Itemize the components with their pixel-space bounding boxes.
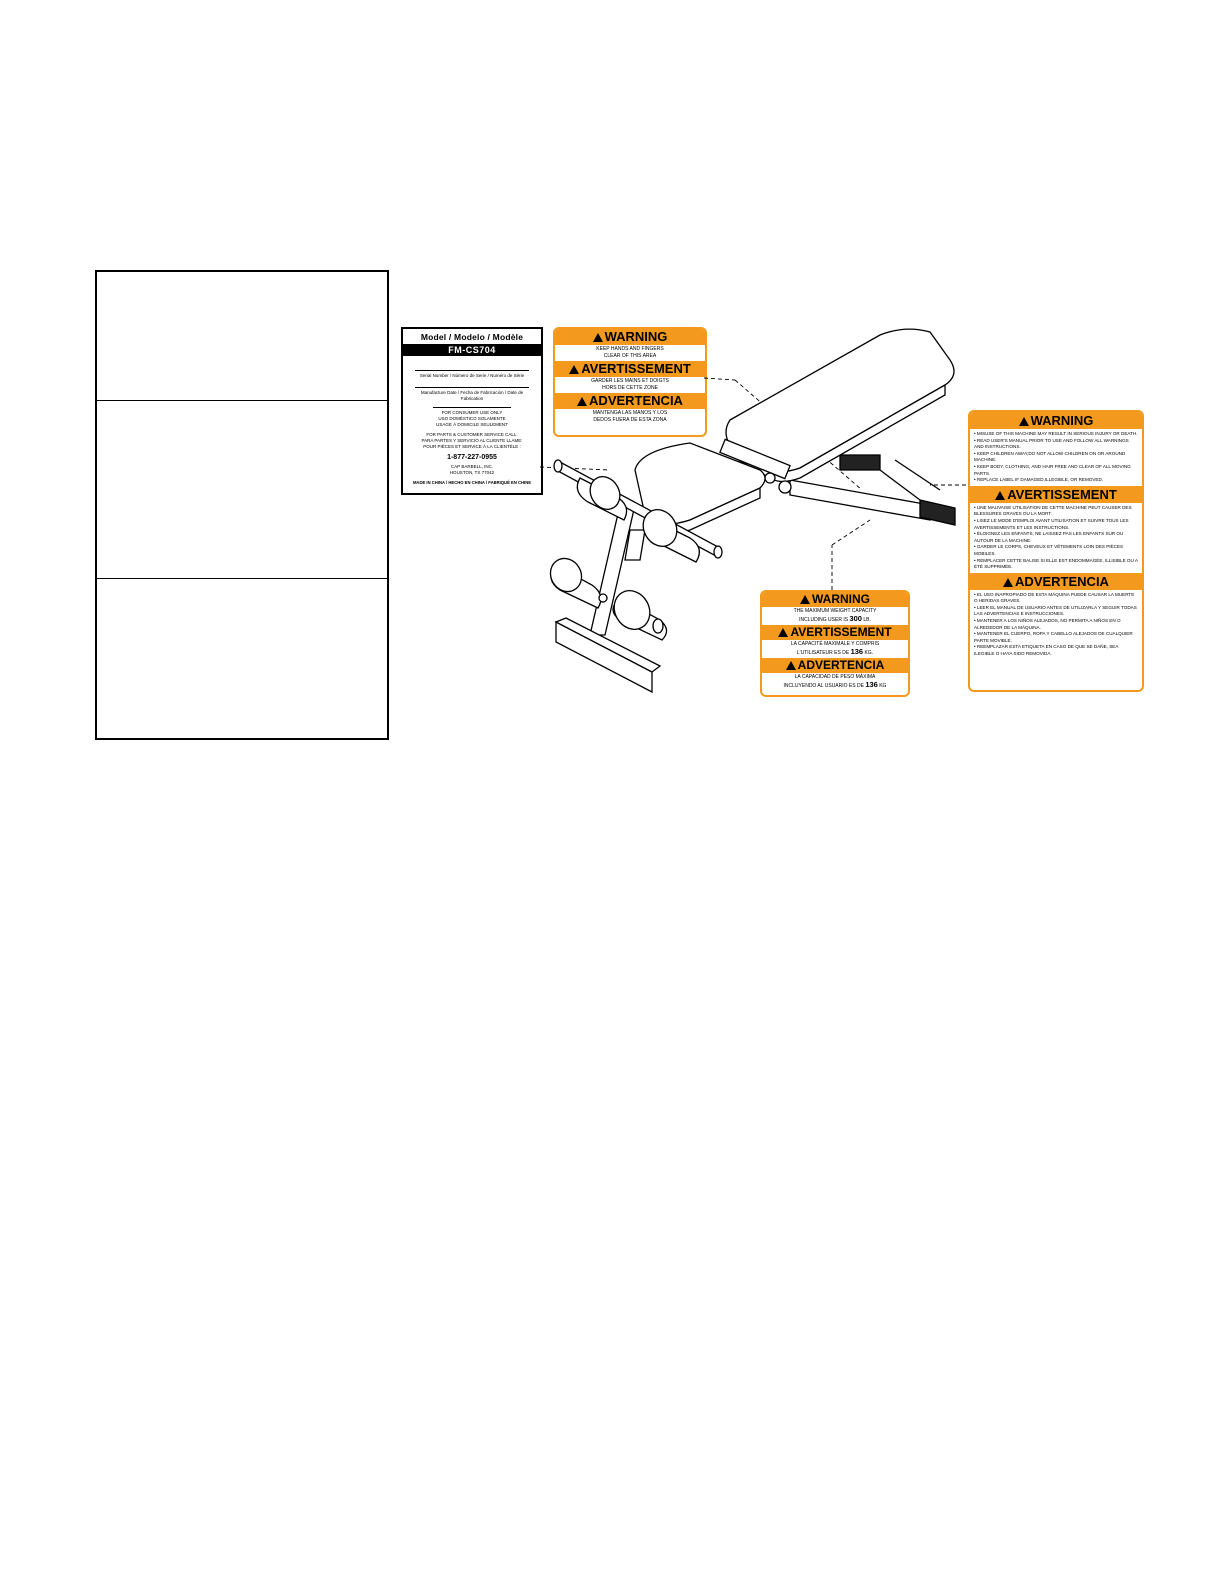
general-fr-item: • LISEZ LE MODE D'EMPLOI AVANT UTILISATION ET SUIVRE TOUS LES AVERTISSEMENTS ET LES INSTRUCTIONS. <box>974 517 1129 530</box>
hands-en-line-1: KEEP HANDS AND FINGERS <box>596 346 664 352</box>
table-divider <box>97 400 387 401</box>
consumer-line-1: FOR CONSUMER USE ONLY <box>441 410 503 415</box>
leader-line <box>832 520 870 545</box>
divider-line <box>433 407 511 408</box>
hands-fr-line-1: GARDER LES MAINS ET DOIGTS <box>591 378 669 384</box>
general-fr-item: • GARDER LE CORPS, CHEVEUX ET VÊTEMENTS LOIN DES PIÈCES MOBILES. <box>974 544 1124 556</box>
roller-pin <box>599 594 607 602</box>
general-en-item: • MISUSE OF THIS MACHINE MAY RESULT IN SERIOUS INJURY OR DEATH. <box>974 431 1138 436</box>
general-fr-item: • REMPLACER CETTE BALISE SI ELLE EST ENDOMMAGÉE, ILLISIBLE OU A ÉTÉ SUPPRIMÉE. <box>974 557 1138 570</box>
capacity-lb-unit: LB. <box>863 617 871 623</box>
general-en-item: • KEEP BODY, CLOTHING, AND HAIR FREE AND CLEAR OF ALL MOVING PARTS. <box>974 463 1131 476</box>
general-en-item: • REPLACE LABEL IF DAMAGED,ILLEGIBLE, OR REMOVED. <box>974 477 1104 483</box>
warning-triangle-icon <box>1003 578 1013 587</box>
general-es-item: • LEER EL MANUAL DE USUARIO ANTES DE UTILIZARLA Y SEGUIR TODAS LAS ADVERTENCIAS E INSTRUCCIONES. <box>974 604 1137 617</box>
warning-title: WARNING <box>812 592 870 606</box>
service-line-1: FOR PARTS & CUSTOMER SERVICE CALL: <box>426 432 518 437</box>
warning-band <box>970 412 1142 429</box>
warning-triangle-icon <box>995 491 1005 500</box>
date-line <box>415 387 529 388</box>
capacity-en-lead: INCLUDING USER IS <box>799 617 849 623</box>
general-fr-item: • ÉLOIGNEZ LES ENFANTS, NE LAISSEZ PAS LES ENFANTS SUR OU AUTOUR DE LA MACHINE. <box>974 531 1124 543</box>
warning-triangle-icon <box>1019 417 1029 426</box>
avertissement-title: AVERTISSEMENT <box>1007 486 1117 502</box>
advertencia-band <box>970 573 1142 590</box>
hands-es-line-1: MANTENGA LAS MANOS Y LOS <box>592 410 668 416</box>
consumer-line-2: USO DOMÉSTICO SOLAMENTE <box>438 416 506 421</box>
capacity-en-line-1: THE MAXIMUM WEIGHT CAPACITY <box>793 608 877 614</box>
blank-info-table <box>95 270 389 740</box>
hinge-pin <box>779 481 791 493</box>
serial-line <box>415 370 529 371</box>
general-es-item: • REEMPLAZAR ESTA ETIQUETA EN CASO DE QUE SE DAÑE, SEA ILEGIBLE O HAYA SIDO REMOVIDA. <box>974 644 1119 657</box>
advertencia-title: ADVERTENCIA <box>1015 573 1109 589</box>
hands-en-line-2: CLEAR OF THIS AREA <box>603 353 657 359</box>
general-es-list <box>970 590 1142 660</box>
advertencia-title: ADVERTENCIA <box>797 658 885 672</box>
hands-es-line-2: DEDOS FUERA DE ESTA ZONA <box>593 417 667 423</box>
avertissement-title: AVERTISSEMENT <box>790 625 892 639</box>
company-city: HOUSTON, TX 77042 <box>449 470 495 475</box>
capacity-fr-unit: KG. <box>864 650 874 656</box>
bench-illustration <box>540 320 970 710</box>
warning-title: WARNING <box>604 329 668 344</box>
advertencia-title: ADVERTENCIA <box>589 393 683 408</box>
general-en-item: • KEEP CHILDREN AWAY,DO NOT ALLOW CHILDREN ON OR AROUND MACHINE. <box>974 450 1126 463</box>
capacity-fr-line-1: LA CAPACITÉ MAXIMALE Y COMPRIS <box>790 641 880 647</box>
general-en-list <box>970 429 1142 486</box>
warning-title: WARNING <box>1030 413 1094 428</box>
company-name: CAP BARBELL, INC. <box>450 464 494 469</box>
serial-number-caption: Serial Number / Número de Serie / Numéro de Série <box>419 373 525 378</box>
hands-fr-line-2: HORS DE CETTE ZONE <box>602 385 658 391</box>
general-warning-label <box>968 410 1144 692</box>
model-serial-label <box>401 327 543 495</box>
capacity-fr-value: 136 <box>850 647 864 656</box>
consumer-line-3: USAGE À DOMICILE SEULEMENT <box>436 422 508 427</box>
leader-line <box>704 378 735 380</box>
general-en-item: • READ USER'S MANUAL PRIOR TO USE AND FOLLOW ALL WARNINGS AND INSTRUCTIONS. <box>974 437 1129 450</box>
made-in: MADE IN CHINA / HECHO EN CHINA / FABRIQUÉ EN CHINE <box>412 480 532 485</box>
avertissement-title: AVERTISSEMENT <box>581 361 691 376</box>
model-header: Model / Modelo / Modèle <box>420 332 524 342</box>
general-fr-item: • UNE MAUVAISE UTILISATION DE CETTE MACHINE PEUT CAUSER DES BLESSURES GRAVES OU LA MORT. <box>974 504 1132 517</box>
capacity-es-lead: INCLUYENDO AL USUARIO ES DE <box>783 683 864 689</box>
hinge-pin <box>765 473 775 483</box>
model-number: FM-CS704 <box>403 344 541 356</box>
general-es-item: • MANTENER A LOS NIÑOS ALEJADOS, NO PERMITA A NIÑOS EN O ALREDEDOR DE LA MÁQUINA. <box>974 618 1121 630</box>
rear-foot-pad <box>840 455 880 470</box>
general-fr-list <box>970 503 1142 573</box>
service-line-2: PARA PARTES Y SERVICIO AL CLIENTE LLAME: <box>421 438 523 443</box>
general-es-item: • EL USO INAPROPIADO DE ESTA MÁQUINA PUEDE CAUSAR LA MUERTE O HERIDAS GRAVES. <box>974 591 1135 604</box>
capacity-es-value: 136 <box>865 680 878 689</box>
capacity-lb-value: 300 <box>849 614 862 623</box>
service-phone: 1-877-227-0955 <box>447 454 497 461</box>
service-line-3: POUR PIÈCES ET SERVICE À LA CLIENTÈLE : <box>423 444 521 449</box>
table-divider <box>97 578 387 579</box>
avertissement-band <box>970 486 1142 503</box>
capacity-es-unit: KG <box>879 683 887 689</box>
capacity-es-line-1: LA CAPACIDAD DE PESO MÁXIMA <box>794 674 876 680</box>
rear-rail <box>790 480 930 520</box>
capacity-fr-lead: L'UTILISATEUR ES DE <box>796 650 850 656</box>
manufacture-date-caption: Manufacture Date / Fecha de Fabricación / Date de Fabrication <box>420 390 524 401</box>
rear-foot-cap <box>920 500 955 525</box>
general-es-item: • MANTENER EL CUERPO, ROPA Y CABELLO ALEJADOS DE CUALQUIER PARTE MOVIBLE. <box>974 631 1133 643</box>
